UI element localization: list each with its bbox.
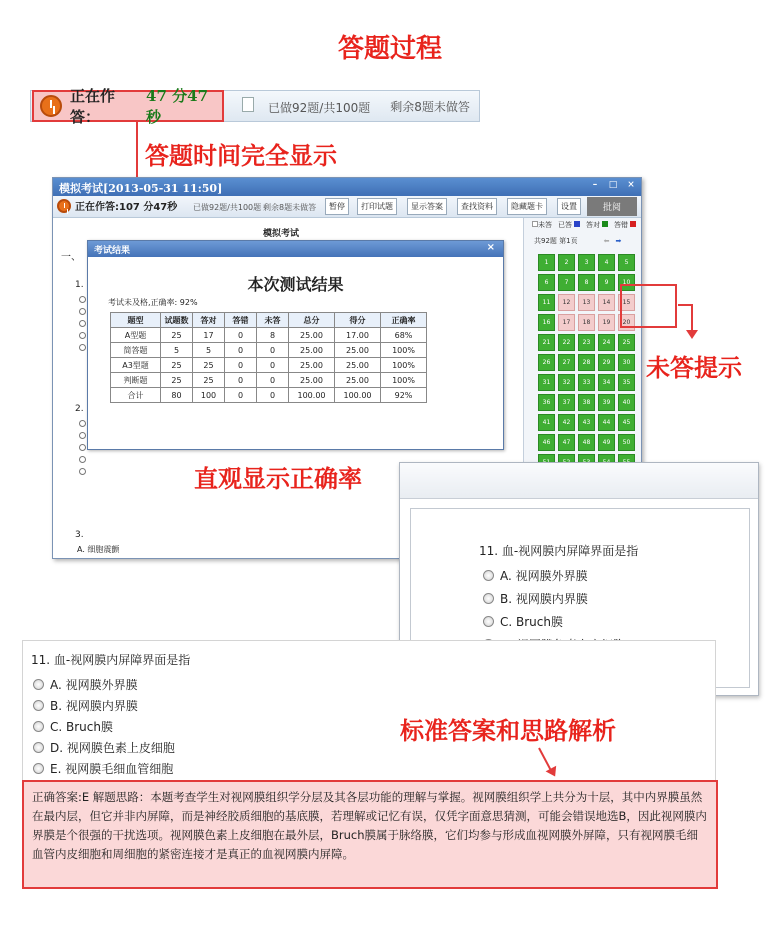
question-cell-46[interactable]: 46 <box>538 434 555 451</box>
table-cell: 100.00 <box>335 388 381 403</box>
table-cell: 100.00 <box>289 388 335 403</box>
table-header: 得分 <box>335 313 381 328</box>
question-cell-49[interactable]: 49 <box>598 434 615 451</box>
question-cell-41[interactable]: 41 <box>538 414 555 431</box>
legend <box>530 220 636 230</box>
radio[interactable] <box>79 468 86 475</box>
table-cell: 25.00 <box>289 358 335 373</box>
table-header: 答错 <box>225 313 257 328</box>
table-cell: 0 <box>225 343 257 358</box>
toolbar-timer-text: 正在作答:107 分47秒 <box>75 202 178 213</box>
result-summary: 考试未及格,正确率: 92% <box>108 298 198 307</box>
table-cell: 25 <box>193 358 225 373</box>
question-cell-5[interactable]: 5 <box>618 254 635 271</box>
dialog-close-button[interactable]: × <box>486 242 495 253</box>
progress-info <box>242 97 470 116</box>
table-cell: 5 <box>193 343 225 358</box>
option-b[interactable] <box>483 590 588 607</box>
table-cell: 25 <box>161 328 193 343</box>
question-cell-3[interactable]: 3 <box>578 254 595 271</box>
question-cell-39[interactable]: 39 <box>598 394 615 411</box>
question-cell-36[interactable]: 36 <box>538 394 555 411</box>
radio[interactable] <box>79 344 86 351</box>
page-info: 共92题 第1页 ⬅ ➡ <box>534 237 622 245</box>
radio-icon <box>33 721 44 732</box>
callout-answer-label: 标准答案和思路解析 <box>400 717 616 745</box>
table-cell: 25.00 <box>289 328 335 343</box>
table-cell: 92% <box>381 388 427 403</box>
table-cell: 100% <box>381 358 427 373</box>
question-cell-28[interactable]: 28 <box>578 354 595 371</box>
table-cell: 25 <box>161 358 193 373</box>
timer-display <box>32 87 224 126</box>
table-cell: 17 <box>193 328 225 343</box>
option-label: E. 视网膜毛细血管细胞 <box>50 762 174 776</box>
table-cell: 25.00 <box>335 343 381 358</box>
dialog-title-text: 考试结果 <box>94 246 131 256</box>
option-c[interactable] <box>33 718 113 735</box>
option-label: A. 视网膜外界膜 <box>50 678 138 692</box>
unanswered-highlight <box>620 284 677 328</box>
option-a[interactable] <box>483 567 588 584</box>
table-cell: A3型题 <box>111 358 161 373</box>
page-title: 答题过程 <box>337 34 442 64</box>
table-cell: 25.00 <box>289 343 335 358</box>
result-dialog <box>87 240 504 450</box>
window-title-text: 模拟考试[2013-05-31 11:50] <box>59 182 223 195</box>
question-cell-12[interactable]: 12 <box>558 294 575 311</box>
pause-button[interactable]: 暂停 <box>325 198 349 215</box>
table-cell: 100 <box>193 388 225 403</box>
radio-icon <box>483 570 494 581</box>
question-cell-31[interactable]: 31 <box>538 374 555 391</box>
table-cell: 25.00 <box>289 373 335 388</box>
question-cell-33[interactable]: 33 <box>578 374 595 391</box>
question-cell-15[interactable]: 15 <box>618 294 635 311</box>
timer-label: 正在作答： <box>70 87 116 126</box>
radio[interactable] <box>79 332 86 339</box>
table-cell: A型题 <box>111 328 161 343</box>
question-cell-9[interactable]: 9 <box>598 274 615 291</box>
question-cell-30[interactable]: 30 <box>618 354 635 371</box>
question-cell-44[interactable]: 44 <box>598 414 615 431</box>
toolbar-timer <box>57 198 177 213</box>
remain-count: 剩余8题未做答 <box>390 100 470 114</box>
question-3: 3. <box>75 530 84 540</box>
table-cell: 0 <box>257 343 289 358</box>
table-row <box>111 343 427 358</box>
done-count: 已做92题/共100题 <box>268 101 371 115</box>
question-cell-25[interactable]: 25 <box>618 334 635 351</box>
question-2: 2. <box>75 404 84 414</box>
question-cell-7[interactable]: 7 <box>558 274 575 291</box>
question-cell-6[interactable]: 6 <box>538 274 555 291</box>
table-cell: 0 <box>257 373 289 388</box>
table-cell: 0 <box>257 388 289 403</box>
settings-button[interactable]: 设置 <box>557 198 581 215</box>
question-cell-13[interactable]: 13 <box>578 294 595 311</box>
exam-title: 模拟考试 <box>263 229 300 239</box>
table-cell: 100% <box>381 373 427 388</box>
question-cell-45[interactable]: 45 <box>618 414 635 431</box>
toolbar <box>53 196 641 218</box>
table-cell: 合计 <box>111 388 161 403</box>
question-cell-35[interactable]: 35 <box>618 374 635 391</box>
result-table <box>110 312 427 403</box>
callout-time-label: 答题时间完全显示 <box>145 142 337 170</box>
callout-line <box>136 122 138 178</box>
question-cell-32[interactable]: 32 <box>558 374 575 391</box>
table-cell: 80 <box>161 388 193 403</box>
radio[interactable] <box>79 420 86 427</box>
question-cell-23[interactable]: 23 <box>578 334 595 351</box>
question-cell-20[interactable]: 20 <box>618 314 635 331</box>
question-cell-8[interactable]: 8 <box>578 274 595 291</box>
table-cell: 0 <box>225 388 257 403</box>
table-cell: 0 <box>225 328 257 343</box>
submit-button[interactable]: 批阅 <box>587 197 637 216</box>
show-answer-button[interactable]: 显示答案 <box>407 198 447 215</box>
result-heading: 本次测试结果 <box>247 275 344 294</box>
radio-icon <box>33 679 44 690</box>
question-cell-27[interactable]: 27 <box>558 354 575 371</box>
question-cell-18[interactable]: 18 <box>578 314 595 331</box>
question-cell-1[interactable]: 1 <box>538 254 555 271</box>
table-row <box>111 388 427 403</box>
question-cell-34[interactable]: 34 <box>598 374 615 391</box>
print-button[interactable]: 打印试题 <box>357 198 397 215</box>
question-text: 11. 血-视网膜内屏障界面是指 <box>479 544 639 558</box>
table-cell: 简答题 <box>111 343 161 358</box>
question-cell-4[interactable]: 4 <box>598 254 615 271</box>
radio[interactable] <box>79 444 86 451</box>
option-label: D. 视网膜色素上皮细胞 <box>50 741 175 755</box>
option-d[interactable] <box>33 739 175 756</box>
question-cell-37[interactable]: 37 <box>558 394 575 411</box>
radio-icon <box>33 742 44 753</box>
option-b[interactable] <box>33 697 138 714</box>
page-text: 共92题 第1页 <box>534 237 578 245</box>
table-row <box>111 358 427 373</box>
window-title <box>53 178 641 196</box>
table-cell: 25 <box>161 373 193 388</box>
table-header: 正确率 <box>381 313 427 328</box>
question-cell-10[interactable]: 10 <box>618 274 635 291</box>
question-cell-38[interactable]: 38 <box>578 394 595 411</box>
option-a[interactable] <box>33 676 138 693</box>
callout-rate-label: 直观显示正确率 <box>194 465 362 493</box>
table-cell: 17.00 <box>335 328 381 343</box>
table-cell: 25.00 <box>335 373 381 388</box>
table-cell: 25 <box>193 373 225 388</box>
table-header: 总分 <box>289 313 335 328</box>
table-header: 未答 <box>257 313 289 328</box>
question-3-option[interactable]: A. 细胞震颤 <box>77 545 120 554</box>
radio-icon <box>33 763 44 774</box>
question-cell-24[interactable]: 24 <box>598 334 615 351</box>
table-cell: 0 <box>225 373 257 388</box>
legend-answered: 已答 <box>558 221 572 229</box>
timer-value: 47 分47秒 <box>146 87 209 126</box>
question-cell-11[interactable]: 11 <box>538 294 555 311</box>
table-cell: 68% <box>381 328 427 343</box>
clock-icon <box>40 95 62 117</box>
close-button[interactable]: × <box>627 180 635 190</box>
question-cell-19[interactable]: 19 <box>598 314 615 331</box>
answer-explanation: 正确答案:E 解题思路：本题考查学生对视网膜组织学分层及其各层功能的理解与掌握。视网膜组织学上共分为十层，其中内界膜虽然在最内层，但它并非内屏障，而是神经胶质细胞的基底膜，若理解或记忆有误，仅凭字面意思猜测，可能会错误地选B，因此视网膜内界膜是个很强的干扰选项。视网膜色素上皮细胞在最外层，Bruch膜属于脉络膜，它们均参与形成血视网膜外屏障，只有视网膜毛细血管内皮细胞和周细胞的紧密连接才是真正的血视网膜内屏障。 <box>22 780 718 889</box>
question-cell-26[interactable]: 26 <box>538 354 555 371</box>
radio[interactable] <box>79 308 86 315</box>
option-e[interactable] <box>33 760 173 777</box>
table-cell: 100% <box>381 343 427 358</box>
table-cell: 判断题 <box>111 373 161 388</box>
section-label: 一、 <box>61 252 81 263</box>
radio[interactable] <box>79 456 86 463</box>
arrow-head-icon <box>686 330 698 339</box>
option-label: B. 视网膜内界膜 <box>50 699 138 713</box>
radio[interactable] <box>79 296 86 303</box>
question-cell-14[interactable]: 14 <box>598 294 615 311</box>
question-cell-21[interactable]: 21 <box>538 334 555 351</box>
question-cell-47[interactable]: 47 <box>558 434 575 451</box>
table-row <box>111 373 427 388</box>
radio-icon <box>483 593 494 604</box>
legend-wrong: 答错 <box>614 221 628 229</box>
table-header: 答对 <box>193 313 225 328</box>
question-cell-43[interactable]: 43 <box>578 414 595 431</box>
question-cell-48[interactable]: 48 <box>578 434 595 451</box>
search-button[interactable]: 查找资料 <box>457 198 497 215</box>
hide-card-button[interactable]: 隐藏题卡 <box>507 198 547 215</box>
radio[interactable] <box>79 432 86 439</box>
option-c[interactable] <box>483 613 563 630</box>
radio-icon <box>33 700 44 711</box>
table-cell: 5 <box>161 343 193 358</box>
table-header: 试题数 <box>161 313 193 328</box>
question-cell-17[interactable]: 17 <box>558 314 575 331</box>
table-cell: 8 <box>257 328 289 343</box>
table-cell: 0 <box>225 358 257 373</box>
question-1: 1. <box>75 280 84 290</box>
table-cell: 25.00 <box>335 358 381 373</box>
question-cell-42[interactable]: 42 <box>558 414 575 431</box>
dialog-title <box>88 241 503 257</box>
table-row <box>111 328 427 343</box>
callout-unanswered-label: 未答提示 <box>646 354 742 382</box>
toolbar-remain: 剩余8题未做答 <box>263 203 317 212</box>
question-cell-40[interactable]: 40 <box>618 394 635 411</box>
table-header: 题型 <box>111 313 161 328</box>
radio-icon <box>483 616 494 627</box>
question-text: 11. 血-视网膜内屏障界面是指 <box>31 653 191 667</box>
option-label: B. 视网膜内界膜 <box>500 592 588 606</box>
radio[interactable] <box>79 320 86 327</box>
option-label: C. Bruch膜 <box>500 615 563 629</box>
legend-unanswered: 未答 <box>538 221 552 229</box>
question-cell-22[interactable]: 22 <box>558 334 575 351</box>
option-label: A. 视网膜外界膜 <box>500 569 588 583</box>
question-cell-50[interactable]: 50 <box>618 434 635 451</box>
maximize-button[interactable]: □ <box>608 180 618 190</box>
legend-correct: 答对 <box>586 221 600 229</box>
question-cell-16[interactable]: 16 <box>538 314 555 331</box>
question-cell-2[interactable]: 2 <box>558 254 575 271</box>
minimize-button[interactable]: – <box>592 180 598 190</box>
question-cell-29[interactable]: 29 <box>598 354 615 371</box>
document-icon <box>242 97 254 112</box>
toolbar-done: 已做92题/共100题 <box>193 203 262 212</box>
table-cell: 0 <box>257 358 289 373</box>
option-label: C. Bruch膜 <box>50 720 113 734</box>
zoom-header <box>400 463 758 499</box>
callout-line <box>678 304 692 306</box>
clock-icon <box>57 199 71 213</box>
